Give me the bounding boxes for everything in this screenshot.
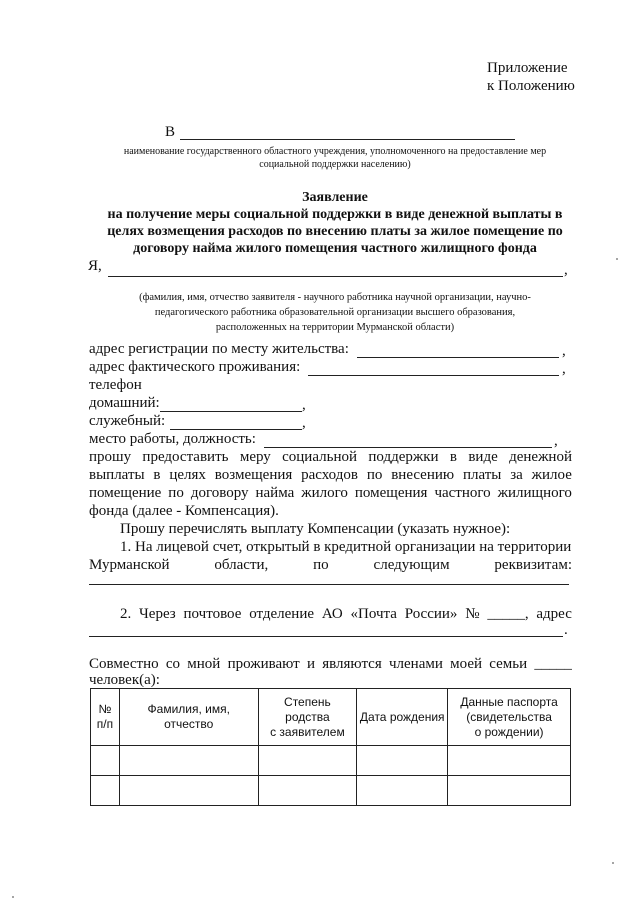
table-cell[interactable] xyxy=(91,746,120,776)
reg-address-label: адрес регистрации по месту жительства: xyxy=(89,341,349,357)
work-phone-line[interactable] xyxy=(170,429,302,430)
title-line-2: целях возмещения расходов по внесению платы за жилое помещение по xyxy=(107,224,563,239)
work-phone-comma: , xyxy=(302,415,306,431)
family-line-1: Совместно со мной проживают и являются членами моей семьи _____ xyxy=(89,656,572,672)
request-line-4: фонда (далее - Компенсация). xyxy=(89,503,279,519)
applicant-note-line-1: (фамилия, имя, отчество заявителя - научного работника научной организации, научно- xyxy=(139,292,531,303)
title-heading: Заявление xyxy=(302,190,368,205)
reg-address-line[interactable] xyxy=(357,357,559,358)
appendix-label xyxy=(487,59,575,95)
header-birth-date: Дата рождения xyxy=(357,689,448,746)
applicant-prefix: Я, xyxy=(88,258,102,274)
recipient-field-line[interactable] xyxy=(180,139,515,140)
payment-option-1-line-1[interactable]: 1. На лицевой счет, открытый в кредитной организации на территории xyxy=(120,539,572,555)
appendix-line-2: к Положению xyxy=(487,78,575,94)
table-row xyxy=(91,776,571,806)
work-phone-label: служебный: xyxy=(89,413,166,429)
document-title xyxy=(85,189,585,257)
table-cell[interactable] xyxy=(448,776,571,806)
header-full-name: Фамилия, имя, отчество xyxy=(119,689,258,746)
header-number: № п/п xyxy=(91,689,120,746)
home-phone-line[interactable] xyxy=(160,411,302,412)
workplace-label: место работы, должность: xyxy=(89,431,256,447)
workplace-line[interactable] xyxy=(264,447,552,448)
applicant-note xyxy=(90,290,580,335)
scan-speck xyxy=(12,896,14,898)
payment-option-1-line-2: Мурманской области, по следующим реквизитам: xyxy=(89,557,572,573)
payment-intro: Прошу перечислять выплату Компенсации (указать нужное): xyxy=(120,521,511,537)
actual-address-comma: , xyxy=(562,361,566,377)
actual-address-line[interactable] xyxy=(308,375,559,376)
scan-speck xyxy=(612,862,614,864)
recipient-prefix: В xyxy=(165,124,176,140)
table-cell[interactable] xyxy=(119,776,258,806)
actual-address-label: адрес фактического проживания: xyxy=(89,359,301,375)
title-line-1: на получение меры социальной поддержки в виде денежной выплаты в xyxy=(107,207,563,222)
table-cell[interactable] xyxy=(91,776,120,806)
reg-address-comma: , xyxy=(562,343,566,359)
header-relationship: Степень родства с заявителем xyxy=(258,689,357,746)
applicant-note-line-2: педагогического работника образовательной организации высшего образования, xyxy=(154,307,516,318)
home-phone-comma: , xyxy=(302,397,306,413)
table-cell[interactable] xyxy=(119,746,258,776)
table-cell[interactable] xyxy=(357,776,448,806)
table-cell[interactable] xyxy=(258,746,357,776)
applicant-comma: , xyxy=(564,262,568,278)
table-cell[interactable] xyxy=(258,776,357,806)
recipient-note xyxy=(90,145,580,171)
family-line-2: человек(а): xyxy=(89,672,160,688)
post-address-line[interactable] xyxy=(89,636,563,637)
request-line-3: помещение по договору найма жилого помещения частного жилищного xyxy=(89,485,572,501)
table-cell[interactable] xyxy=(448,746,571,776)
bank-details-line[interactable] xyxy=(89,584,569,585)
table-row xyxy=(91,746,571,776)
applicant-note-line-3: расположенных на территории Мурманской области) xyxy=(215,322,455,333)
appendix-line-1: Приложение xyxy=(487,60,568,76)
request-line-2: выплаты в целях возмещения расходов по внесению платы за жилое xyxy=(89,467,572,483)
recipient-note-line-1: наименование государственного областного учреждения, уполномоченного на предоставление мер xyxy=(123,146,547,157)
applicant-name-line[interactable] xyxy=(108,276,563,277)
header-passport: Данные паспорта (свидетельства о рождении) xyxy=(448,689,571,746)
title-line-3: договору найма жилого помещения частного жилищного фонда xyxy=(133,241,537,256)
payment-option-2[interactable]: 2. Через почтовое отделение АО «Почта России» № _____, адрес xyxy=(120,606,572,622)
post-address-period: . xyxy=(564,622,568,638)
family-table-header xyxy=(91,689,571,746)
workplace-comma: , xyxy=(554,433,558,449)
phone-label: телефон xyxy=(89,377,142,393)
request-line-1: прошу предоставить меру социальной поддержки в виде денежной xyxy=(89,449,572,465)
recipient-note-line-2: социальной поддержки населению) xyxy=(259,159,411,170)
family-table xyxy=(90,688,571,806)
table-cell[interactable] xyxy=(357,746,448,776)
home-phone-label: домашний: xyxy=(89,395,160,411)
scan-speck xyxy=(616,258,618,260)
